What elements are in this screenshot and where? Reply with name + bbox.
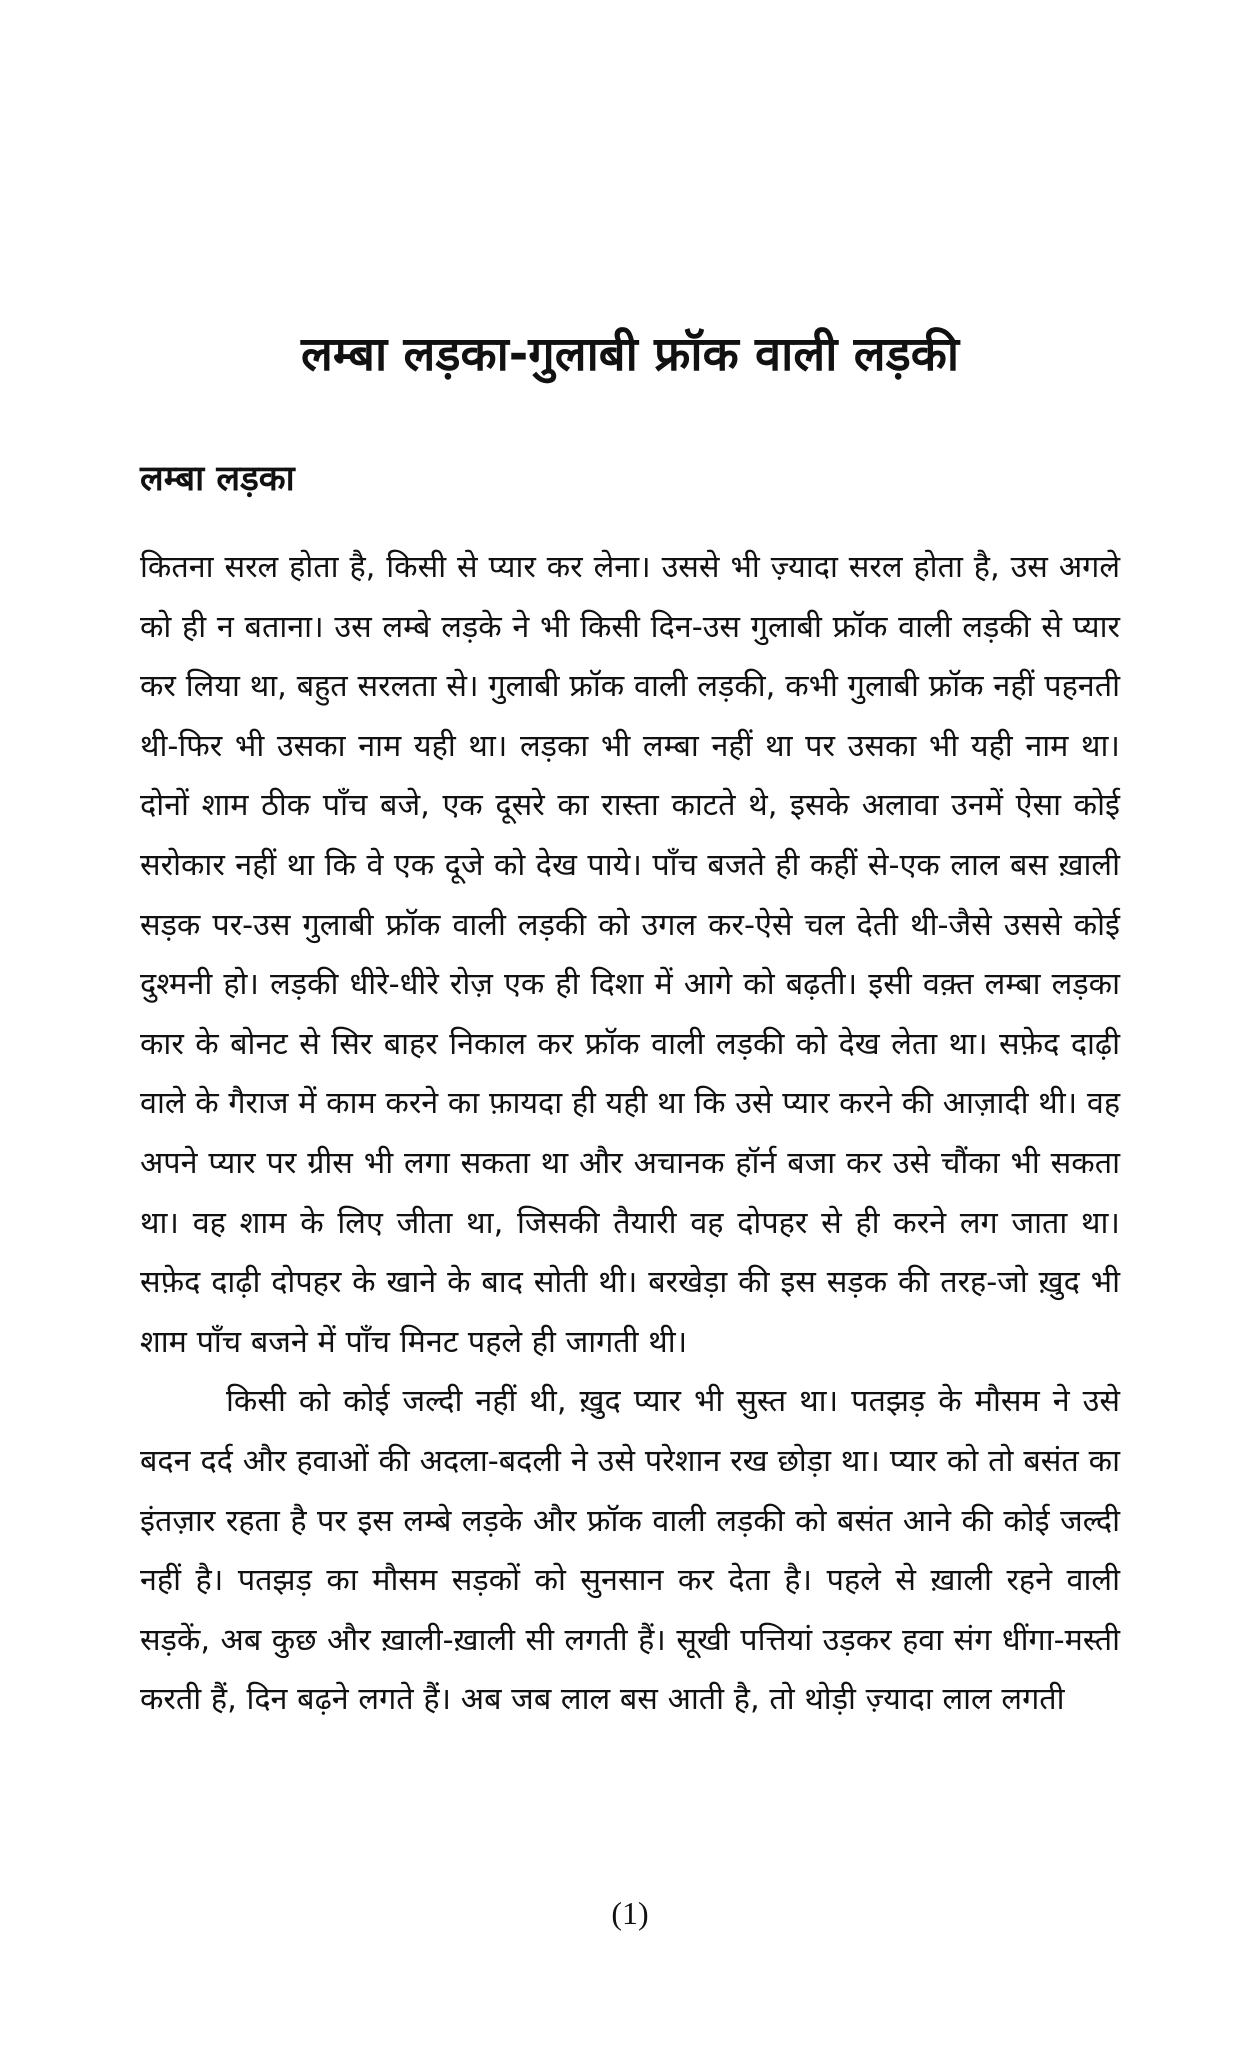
paragraph: किसी को कोई जल्दी नहीं थी, ख़ुद प्यार भी सुस्त था। पतझड़ के मौसम ने उसे बदन दर्द और हवाओं की अदला-बदली ने उसे परेशान रख छोड़ा था। प्यार को तो बसंत का इंतज़ार रहता है पर इस लम्बे लड़के और फ्रॉक वाली लड़की को बसंत आने की कोई जल्दी नहीं है। पतझड़ का मौसम सड़कों को सुनसान कर देता है। पहले से ख़ाली रहने वाली सड़कें, अब कुछ और ख़ाली-ख़ाली सी लगती हैं। सूखी पत्तियां उड़कर हवा संग धींगा-मस्ती करती हैं, दिन बढ़ने लगते हैं। अब जब लाल बस आती है, तो थोड़ी ज़्यादा लाल लगती — [140, 1384, 1120, 1718]
chapter-title: लम्बा लड़का-गुलाबी फ्रॉक वाली लड़की — [300, 327, 960, 382]
page-number: (1) — [611, 1895, 649, 1931]
paragraph: कितना सरल होता है, किसी से प्यार कर लेना। उससे भी ज़्यादा सरल होता है, उस अगले को ही न बताना। उस लम्बे लड़के ने भी किसी दिन-उस गुलाबी फ्रॉक वाली लड़की से प्यार कर लिया था, बहुत सरलता से। गुलाबी फ्रॉक वाली लड़की, कभी गुलाबी फ्रॉक नहीं पहनती थी-फिर भी उसका नाम यही था। लड़का भी लम्बा नहीं था पर उसका भी यही नाम था। दोनों शाम ठीक पाँच बजे, एक दूसरे का रास्ता काटते थे, इसके अलावा उनमें ऐसा कोई सरोकार नहीं था कि वे एक दूजे को देख पाये। पाँच बजते ही कहीं से-एक लाल बस ख़ाली सड़क पर-उस गुलाबी फ्रॉक वाली लड़की को उगल कर-ऐसे चल देती थी-जैसे उससे कोई दुश्मनी हो। लड़की धीरे-धीरे रोज़ एक ही दिशा में आगे को बढ़ती। इसी वक़्त लम्बा लड़का कार के बोनट से सिर बाहर निकाल कर फ्रॉक वाली लड़की को देख लेता था। सफ़ेद दाढ़ी वाले के गैराज में काम करने का फ़ायदा ही यही था कि उसे प्यार करने की आज़ादी थी। वह अपने प्यार पर ग्रीस भी लगा सकता था और अचानक हॉर्न बजा कर उसे चौंका भी सकता था। वह शाम के लिए जीता था, जिसकी तैयारी वह दोपहर से ही करने लग जाता था। सफ़ेद दाढ़ी दोपहर के खाने के बाद सोती थी। बरखेड़ा की इस सड़क की तरह-जो ख़ुद भी शाम पाँच बजने में पाँच मिनट पहले ही जागती थी। — [140, 550, 1121, 1360]
section-heading: लम्बा लड़का — [140, 459, 295, 499]
body-text — [140, 538, 1120, 1730]
